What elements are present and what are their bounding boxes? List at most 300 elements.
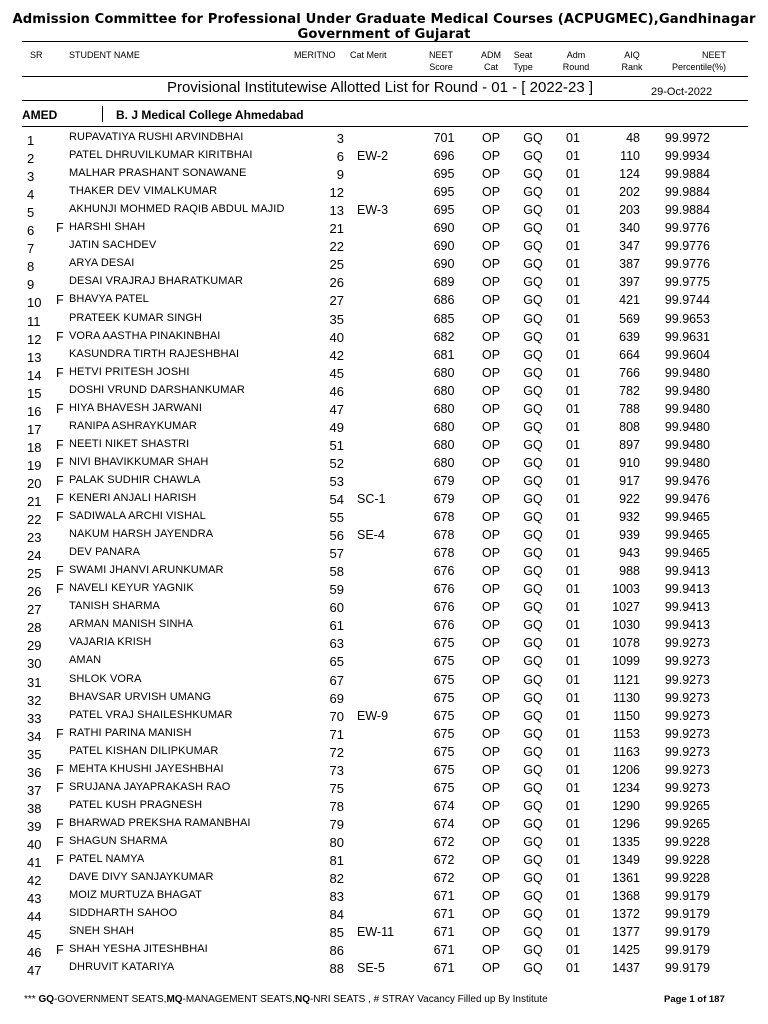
table-row	[0, 817, 768, 835]
table-row	[0, 618, 768, 636]
row-adm-cat: OP	[481, 293, 501, 308]
row-seat-type: GQ	[523, 329, 543, 344]
row-aiq-rank: 1335	[612, 834, 640, 849]
table-row	[0, 799, 768, 817]
row-sr: 7	[27, 241, 35, 257]
col-header-adm-cat-line1: ADM	[481, 50, 501, 60]
row-neet-score: 671	[433, 961, 455, 976]
table-row	[0, 709, 768, 727]
row-adm-cat: OP	[481, 889, 501, 904]
row-student-name: DHRUVIT KATARIYA	[69, 961, 175, 974]
row-adm-cat: OP	[481, 925, 501, 940]
row-gender: F	[56, 834, 64, 849]
row-seat-type: GQ	[523, 636, 543, 651]
table-row	[0, 835, 768, 853]
list-title: Provisional Institutewise Allotted List for Round - 01 - [ 2022-23 ]	[166, 79, 594, 96]
row-sr: 29	[27, 638, 42, 654]
col-header-neet-score-line1: NEET	[428, 50, 453, 60]
row-adm-cat: OP	[481, 528, 501, 543]
col-header-aiq-rank-line2: Rank	[621, 62, 643, 72]
row-adm-cat: OP	[481, 708, 501, 723]
row-student-name: KENERI ANJALI HARISH	[69, 492, 197, 504]
row-adm-cat: OP	[481, 618, 501, 633]
row-adm-cat: OP	[481, 221, 501, 236]
row-cat-merit: EW-11	[357, 925, 395, 940]
row-sr: 4	[27, 187, 35, 203]
row-adm-round: 01	[566, 690, 580, 705]
row-sr: 34	[27, 728, 42, 744]
row-aiq-rank: 1150	[613, 708, 640, 723]
row-student-name: HIYA BHAVESH JARWANI	[69, 401, 203, 414]
table-row	[0, 420, 768, 438]
row-neet-percentile: 99.9413	[664, 618, 710, 633]
row-neet-score: 696	[433, 149, 455, 164]
row-neet-percentile: 99.9179	[664, 889, 710, 904]
row-student-name: HARSHI SHAH	[69, 221, 146, 234]
row-adm-round: 01	[566, 221, 580, 236]
row-neet-score: 680	[433, 455, 455, 470]
row-sr: 22	[27, 512, 42, 528]
table-row	[0, 438, 768, 456]
row-seat-type: GQ	[523, 167, 543, 182]
row-adm-round: 01	[566, 167, 580, 182]
row-gender: F	[56, 582, 64, 597]
row-adm-cat: OP	[481, 203, 501, 218]
row-merit-no: 65	[329, 654, 344, 670]
row-aiq-rank: 1296	[612, 816, 640, 831]
row-student-name: JATIN SACHDEV	[69, 239, 157, 252]
row-adm-round: 01	[566, 492, 580, 506]
row-gender: F	[56, 455, 64, 470]
row-gender: F	[56, 510, 64, 525]
row-adm-round: 01	[566, 455, 580, 470]
row-student-name: SIDDHARTH SAHOO	[69, 907, 178, 920]
row-aiq-rank: 569	[619, 311, 640, 326]
row-student-name: RANIPA ASHRAYKUMAR	[69, 419, 197, 432]
table-row	[0, 889, 768, 907]
row-neet-percentile: 99.9884	[664, 203, 710, 218]
row-seat-type: GQ	[523, 762, 543, 777]
table-row	[0, 293, 768, 311]
table-row	[0, 474, 768, 492]
col-header-merit-no: MERITNO	[294, 50, 336, 60]
row-adm-round: 01	[566, 473, 580, 488]
row-aiq-rank: 766	[619, 365, 640, 380]
row-merit-no: 42	[329, 347, 344, 363]
row-seat-type: GQ	[523, 853, 543, 867]
header-rule-top	[22, 41, 748, 42]
table-row	[0, 239, 768, 257]
row-student-name: VORA AASTHA PINAKINBHAI	[69, 329, 221, 342]
row-aiq-rank: 1163	[613, 744, 640, 759]
row-seat-type: GQ	[523, 708, 543, 723]
table-row	[0, 654, 768, 672]
row-seat-type: GQ	[523, 889, 543, 904]
row-seat-type: GQ	[523, 510, 543, 525]
row-gender: F	[56, 329, 64, 344]
row-sr: 36	[27, 764, 42, 780]
row-neet-percentile: 99.9972	[664, 131, 710, 145]
table-row	[0, 925, 768, 943]
row-neet-score: 672	[433, 853, 455, 867]
row-merit-no: 53	[329, 473, 344, 489]
list-date: 29-Oct-2022	[651, 86, 713, 98]
row-adm-round: 01	[566, 834, 580, 849]
row-aiq-rank: 1425	[612, 943, 640, 958]
institute-name: B. J Medical College Ahmedabad	[116, 108, 304, 122]
row-adm-round: 01	[566, 510, 580, 525]
row-neet-percentile: 99.9480	[664, 365, 710, 380]
row-aiq-rank: 932	[619, 510, 640, 525]
row-neet-percentile: 99.9228	[664, 871, 710, 886]
row-aiq-rank: 1027	[612, 600, 640, 615]
row-seat-type: GQ	[523, 546, 543, 561]
row-student-name: RUPAVATIYA RUSHI ARVINDBHAI	[69, 131, 244, 143]
row-neet-percentile: 99.9776	[664, 239, 710, 254]
footer-nq-text: -NRI SEATS , # STRAY Vacancy Filled up By Institute	[309, 994, 548, 1005]
row-seat-type: GQ	[523, 365, 543, 380]
row-neet-percentile: 99.9265	[664, 798, 710, 813]
row-aiq-rank: 1290	[612, 798, 640, 813]
row-merit-no: 56	[329, 528, 344, 544]
row-student-name: DESAI VRAJRAJ BHARATKUMAR	[69, 275, 244, 288]
row-gender: F	[56, 293, 64, 308]
row-neet-percentile: 99.9480	[664, 401, 710, 416]
row-seat-type: GQ	[523, 780, 543, 795]
row-student-name: DEV PANARA	[69, 546, 141, 559]
row-adm-round: 01	[566, 618, 580, 633]
row-merit-no: 9	[336, 167, 344, 183]
table-row	[0, 384, 768, 402]
row-aiq-rank: 1078	[612, 636, 640, 651]
row-aiq-rank: 48	[626, 131, 640, 145]
row-adm-cat: OP	[481, 401, 501, 416]
row-merit-no: 72	[329, 744, 344, 760]
row-sr: 43	[27, 891, 42, 907]
row-neet-percentile: 99.9465	[664, 510, 710, 525]
row-aiq-rank: 782	[619, 383, 640, 398]
col-header-seat-type	[508, 49, 538, 73]
row-merit-no: 12	[329, 185, 344, 201]
row-neet-score: 680	[433, 365, 455, 380]
row-sr: 30	[27, 656, 42, 672]
row-adm-round: 01	[566, 925, 580, 940]
row-neet-score: 680	[433, 419, 455, 434]
row-adm-cat: OP	[481, 275, 501, 290]
row-student-name: SHAGUN SHARMA	[69, 834, 168, 847]
row-neet-percentile: 99.9273	[664, 780, 710, 795]
row-neet-percentile: 99.9273	[664, 708, 710, 723]
row-adm-cat: OP	[481, 780, 501, 795]
row-merit-no: 57	[329, 546, 344, 562]
row-cat-merit: SE-4	[357, 528, 385, 543]
document-subtitle: Government of Gujarat	[297, 27, 471, 42]
row-student-name: NAVELI KEYUR YAGNIK	[69, 582, 194, 595]
footer-prefix: ***	[24, 994, 39, 1005]
row-adm-round: 01	[566, 419, 580, 434]
row-merit-no: 6	[336, 149, 344, 165]
row-student-name: SWAMI JHANVI ARUNKUMAR	[69, 564, 224, 577]
row-sr: 46	[27, 945, 42, 961]
row-adm-round: 01	[566, 311, 580, 326]
row-seat-type: GQ	[523, 582, 543, 597]
row-adm-round: 01	[566, 347, 580, 362]
row-sr: 2	[27, 151, 35, 167]
row-gender: F	[56, 492, 64, 506]
row-seat-type: GQ	[523, 419, 543, 434]
col-header-cat-merit: Cat Merit	[350, 50, 387, 60]
row-seat-type: GQ	[523, 816, 543, 831]
row-adm-round: 01	[566, 961, 580, 976]
row-sr: 5	[27, 205, 35, 221]
row-sr: 1	[27, 133, 35, 148]
row-adm-round: 01	[566, 889, 580, 904]
row-sr: 16	[27, 403, 42, 419]
table-row	[0, 871, 768, 889]
row-student-name: AKHUNJI MOHMED RAQIB ABDUL MAJID	[69, 203, 285, 216]
row-merit-no: 25	[329, 257, 344, 273]
row-neet-score: 690	[433, 257, 455, 272]
row-adm-cat: OP	[481, 690, 501, 705]
row-sr: 26	[27, 584, 42, 600]
row-adm-cat: OP	[481, 636, 501, 651]
row-gender: F	[56, 762, 64, 777]
row-seat-type: GQ	[523, 528, 543, 543]
col-header-aiq-rank	[614, 49, 650, 73]
row-cat-merit: EW-9	[357, 708, 389, 723]
col-header-neet-score	[420, 49, 462, 73]
table-row	[0, 257, 768, 275]
row-neet-score: 679	[433, 492, 455, 506]
row-seat-type: GQ	[523, 455, 543, 470]
row-neet-score: 674	[433, 798, 455, 813]
row-sr: 31	[27, 674, 42, 690]
row-gender: F	[56, 473, 64, 488]
row-aiq-rank: 1234	[612, 780, 640, 795]
row-student-name: SHLOK VORA	[69, 672, 142, 685]
row-adm-round: 01	[566, 257, 580, 272]
row-neet-score: 675	[433, 672, 455, 687]
row-adm-cat: OP	[481, 853, 501, 867]
row-seat-type: GQ	[523, 203, 543, 218]
row-adm-cat: OP	[481, 455, 501, 470]
row-neet-score: 690	[433, 221, 455, 236]
row-adm-cat: OP	[481, 582, 501, 597]
col-header-neet-percentile-line1: NEET	[701, 50, 726, 60]
row-adm-round: 01	[566, 239, 580, 254]
row-neet-percentile: 99.9273	[664, 744, 710, 759]
table-row	[0, 600, 768, 618]
row-adm-cat: OP	[481, 492, 501, 506]
row-neet-score: 678	[433, 510, 455, 525]
row-neet-score: 695	[433, 185, 455, 200]
row-sr: 9	[27, 277, 35, 293]
row-merit-no: 54	[329, 492, 344, 507]
row-adm-round: 01	[566, 780, 580, 795]
row-neet-percentile: 99.9480	[664, 383, 710, 398]
col-header-student-name: STUDENT NAME	[69, 50, 140, 60]
row-sr: 40	[27, 836, 42, 852]
row-sr: 24	[27, 548, 42, 564]
row-sr: 44	[27, 909, 42, 925]
row-merit-no: 88	[329, 961, 344, 977]
row-merit-no: 13	[329, 203, 344, 219]
row-aiq-rank: 1206	[612, 762, 640, 777]
row-seat-type: GQ	[523, 798, 543, 813]
table-row	[0, 275, 768, 293]
table-row	[0, 582, 768, 600]
row-neet-percentile: 99.9476	[664, 492, 710, 506]
row-aiq-rank: 1030	[612, 618, 640, 633]
row-neet-score: 681	[433, 347, 455, 362]
row-neet-percentile: 99.9413	[664, 564, 710, 579]
row-merit-no: 26	[329, 275, 344, 291]
row-neet-score: 675	[433, 726, 455, 741]
row-neet-percentile: 99.9273	[664, 654, 710, 669]
col-header-neet-percentile	[650, 49, 726, 73]
row-neet-score: 686	[433, 293, 455, 308]
row-merit-no: 49	[329, 419, 344, 435]
row-student-name: SHAH YESHA JITESHBHAI	[69, 943, 208, 956]
row-adm-cat: OP	[481, 473, 501, 488]
row-neet-percentile: 99.9413	[664, 600, 710, 615]
institute-rule	[22, 126, 748, 127]
row-neet-percentile: 99.9273	[664, 636, 710, 651]
row-adm-round: 01	[566, 131, 580, 145]
row-seat-type: GQ	[523, 239, 543, 254]
row-student-name: MOIZ MURTUZA BHAGAT	[69, 889, 202, 902]
row-adm-cat: OP	[481, 347, 501, 362]
row-gender: F	[56, 726, 64, 741]
row-adm-cat: OP	[481, 834, 501, 849]
row-neet-percentile: 99.9480	[664, 437, 710, 452]
row-aiq-rank: 943	[619, 546, 640, 561]
row-aiq-rank: 639	[619, 329, 640, 344]
row-sr: 15	[27, 385, 42, 401]
row-student-name: PALAK SUDHIR CHAWLA	[69, 473, 201, 486]
row-adm-round: 01	[566, 708, 580, 723]
row-neet-percentile: 99.9776	[664, 221, 710, 236]
footer-mq-text: -MANAGEMENT SEATS,	[182, 994, 295, 1005]
row-seat-type: GQ	[523, 907, 543, 922]
row-sr: 8	[27, 259, 35, 275]
row-adm-cat: OP	[481, 437, 501, 452]
table-row	[0, 727, 768, 745]
row-adm-cat: OP	[481, 816, 501, 831]
row-aiq-rank: 1153	[613, 726, 640, 741]
row-adm-round: 01	[566, 726, 580, 741]
institute-code: AMED	[22, 108, 58, 122]
table-row	[0, 348, 768, 366]
col-header-seat-type-line2: Type	[513, 62, 533, 72]
row-seat-type: GQ	[523, 672, 543, 687]
row-adm-cat: OP	[481, 654, 501, 669]
row-aiq-rank: 110	[620, 149, 640, 164]
row-gender: F	[56, 365, 64, 380]
row-seat-type: GQ	[523, 131, 543, 145]
row-neet-percentile: 99.9480	[664, 455, 710, 470]
table-row	[0, 149, 768, 167]
row-sr: 42	[27, 873, 42, 889]
row-adm-round: 01	[566, 907, 580, 922]
header-rule-bottom	[22, 76, 748, 77]
row-student-name: SNEH SHAH	[69, 925, 135, 938]
row-student-name: RATHI PARINA MANISH	[69, 726, 192, 739]
row-gender: F	[56, 853, 64, 867]
row-student-name: KASUNDRA TIRTH RAJESHBHAI	[69, 347, 240, 360]
row-aiq-rank: 910	[619, 455, 640, 470]
page-number: Page 1 of 187	[664, 994, 725, 1005]
row-neet-percentile: 99.9179	[664, 943, 710, 958]
row-neet-score: 678	[433, 528, 455, 543]
row-student-name: MALHAR PRASHANT SONAWANE	[69, 167, 247, 180]
row-aiq-rank: 1372	[612, 907, 640, 922]
row-neet-percentile: 99.9273	[664, 726, 710, 741]
row-neet-percentile: 99.9273	[664, 762, 710, 777]
row-neet-score: 685	[433, 311, 455, 326]
row-adm-cat: OP	[481, 167, 501, 182]
row-adm-cat: OP	[481, 600, 501, 615]
row-adm-round: 01	[566, 582, 580, 597]
row-adm-round: 01	[566, 853, 580, 867]
row-adm-round: 01	[566, 672, 580, 687]
row-neet-score: 701	[433, 131, 455, 145]
row-student-name: HETVI PRITESH JOSHI	[69, 365, 190, 378]
row-adm-cat: OP	[481, 564, 501, 579]
row-student-name: DOSHI VRUND DARSHANKUMAR	[69, 383, 245, 396]
row-adm-round: 01	[566, 383, 580, 398]
row-adm-round: 01	[566, 401, 580, 416]
row-sr: 45	[27, 927, 42, 943]
row-student-name: PRATEEK KUMAR SINGH	[69, 311, 203, 324]
row-merit-no: 47	[329, 401, 344, 417]
row-merit-no: 3	[336, 131, 344, 146]
row-sr: 35	[27, 746, 42, 762]
row-merit-no: 81	[329, 853, 344, 868]
row-seat-type: GQ	[523, 437, 543, 452]
row-aiq-rank: 340	[619, 221, 640, 236]
row-sr: 12	[27, 331, 42, 347]
row-student-name: PATEL VRAJ SHAILESHKUMAR	[69, 708, 233, 721]
footer-legend	[24, 994, 548, 1005]
row-seat-type: GQ	[523, 401, 543, 416]
row-sr: 47	[27, 963, 42, 979]
row-student-name: NIVI BHAVIKKUMAR SHAH	[69, 455, 209, 468]
row-merit-no: 71	[329, 726, 344, 742]
row-adm-cat: OP	[481, 311, 501, 326]
row-neet-score: 680	[433, 383, 455, 398]
row-aiq-rank: 917	[619, 473, 640, 488]
row-cat-merit: EW-3	[357, 203, 389, 218]
row-sr: 18	[27, 439, 42, 455]
row-neet-percentile: 99.9228	[664, 834, 710, 849]
row-aiq-rank: 387	[619, 257, 640, 272]
row-student-name: SRUJANA JAYAPRAKASH RAO	[69, 780, 231, 793]
row-adm-cat: OP	[481, 329, 501, 344]
row-aiq-rank: 922	[619, 492, 640, 506]
table-row	[0, 564, 768, 582]
row-student-name: NAKUM HARSH JAYENDRA	[69, 528, 214, 541]
row-merit-no: 78	[329, 798, 344, 814]
table-row	[0, 961, 768, 979]
row-aiq-rank: 347	[619, 239, 640, 254]
row-adm-round: 01	[566, 744, 580, 759]
row-neet-percentile: 99.9604	[664, 347, 710, 362]
row-merit-no: 52	[329, 455, 344, 471]
row-aiq-rank: 1437	[612, 961, 640, 976]
row-sr: 33	[27, 710, 42, 726]
row-gender: F	[56, 780, 64, 795]
